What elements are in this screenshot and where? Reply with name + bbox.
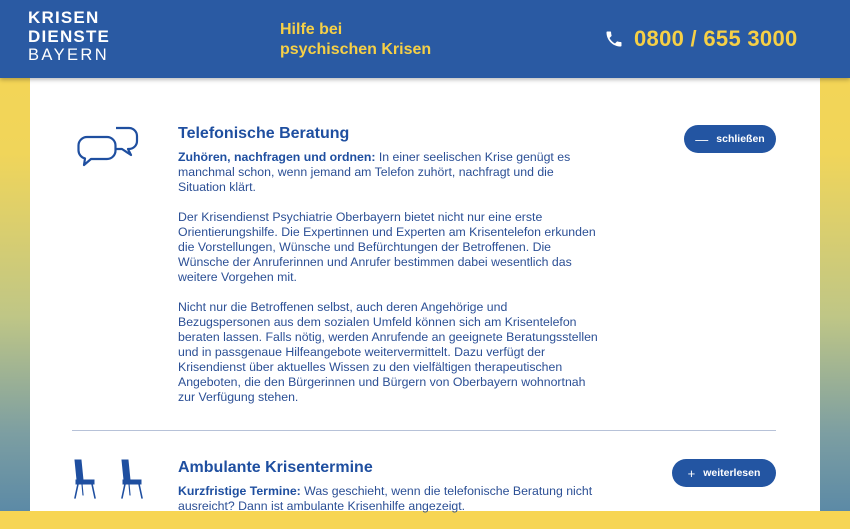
intro-bold: Zuhören, nachfragen und ordnen: xyxy=(178,150,376,164)
section-title: Telefonische Beratung xyxy=(178,125,350,142)
read-more-button-label: weiterlesen xyxy=(703,467,761,479)
section-title: Ambulante Krisentermine xyxy=(178,459,373,476)
logo-line-1: KRISEN xyxy=(28,8,100,27)
logo-line-3: BAYERN xyxy=(28,46,110,64)
minus-icon: — xyxy=(695,131,709,147)
close-button-label: schließen xyxy=(716,133,765,145)
close-button[interactable] xyxy=(684,125,776,153)
plus-icon: + xyxy=(687,465,696,481)
intro-paragraph xyxy=(178,150,598,195)
phone-icon xyxy=(604,29,624,49)
section-divider xyxy=(72,430,776,431)
intro-bold: Kurzfristige Termine: xyxy=(178,484,301,498)
paragraph-3: Nicht nur die Betroffenen selbst, auch deren Angehörige und Bezugspersonen aus dem sozialen Umfeld können sich am Krisentelefon beraten lassen. Falls nötig, werden Anrufende an geeignete Beratungsstellen und in passgenaue Hilfeangebote weitervermittelt. Dazu verfügt der Krisendienst über aktuelles Wissen zu den vielfältigen therapeutischen Angeboten, die den Bürgerinnen und Bürgern von Oberbayern wohnortnah zur Verfügung stehen. xyxy=(178,300,598,404)
intro-text: Was geschieht, wenn die telefonische Beratung nicht ausreicht? Dann ist ambulante Krisenhilfe angezeigt. xyxy=(178,484,593,513)
tagline-line-1: Hilfe bei xyxy=(280,21,343,38)
read-more-button[interactable] xyxy=(672,459,776,487)
section-body xyxy=(178,484,598,529)
logo-line-2: DIENSTE xyxy=(28,26,111,46)
tagline-line-2: psychischen Krisen xyxy=(280,41,432,58)
hotline-number: 0800 / 655 3000 xyxy=(634,26,798,51)
paragraph-2: Der Krisendienst Psychiatrie Oberbayern bietet nicht nur eine erste Orientierungshilfe. Die Expertinnen und Experten am Krisentelefon erkunden die Vorstellungen, Wünsche und Befürchtungen der Betroffenen. Die Wünsche der Anruferinnen und Anrufer bestimmen dabei wesentlich das weitere Vorgehen mit. xyxy=(178,210,596,284)
intro-paragraph xyxy=(178,484,598,514)
speech-bubbles-icon xyxy=(77,124,139,168)
site-header xyxy=(0,0,850,78)
chairs-icon xyxy=(72,458,144,500)
intro-text: In einer seelischen Krise genügt es manchmal schon, wenn jemand am Telefon zuhört, nachfragt und die Situation klärt. xyxy=(178,150,571,194)
section-body xyxy=(178,150,598,420)
content-card xyxy=(30,78,820,511)
header-tagline xyxy=(280,20,431,60)
krisendienste-logo[interactable] xyxy=(28,9,110,65)
hotline-link[interactable] xyxy=(604,24,798,54)
